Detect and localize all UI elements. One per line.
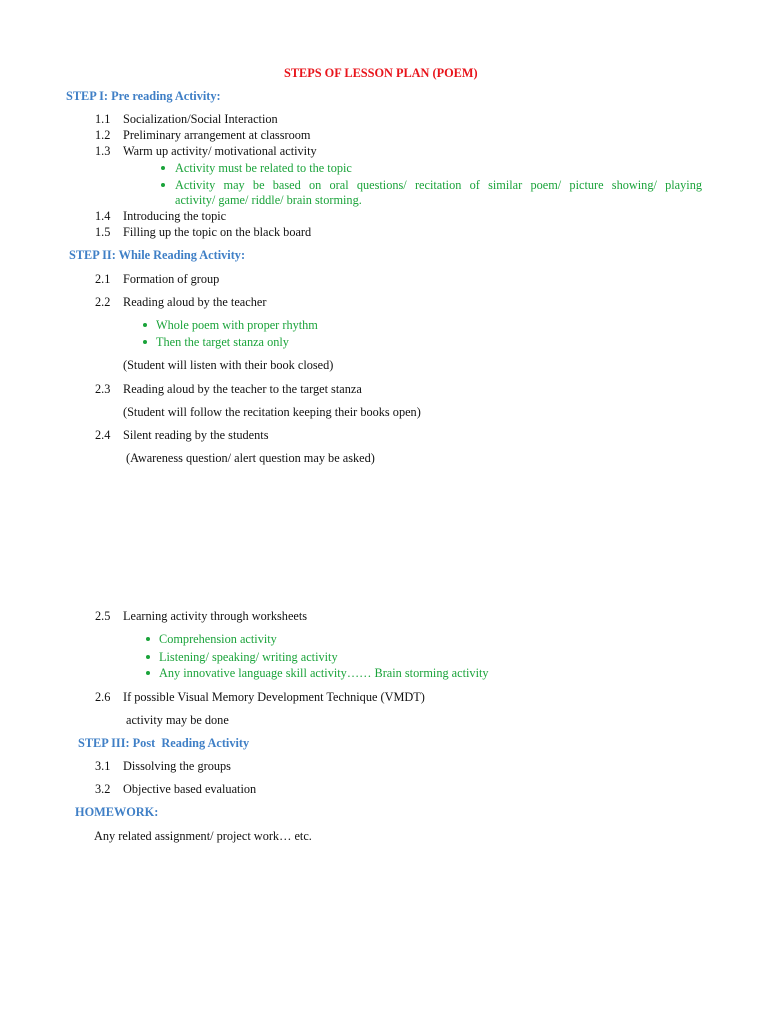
item-text: Dissolving the groups [123, 759, 231, 773]
item-text: Formation of group [123, 272, 220, 286]
note-text: (Awareness question/ alert question may be asked) [126, 451, 375, 465]
bullet-text: Activity may be based on oral questions/ recitation of similar poem/ picture showing/ playing [175, 178, 702, 192]
item-number: 2.5 [95, 609, 111, 623]
item-text: Warm up activity/ motivational activity [123, 144, 317, 158]
bullet-icon [146, 671, 150, 675]
item-text: If possible Visual Memory Development Technique (VMDT) [123, 690, 425, 704]
item-text: Objective based evaluation [123, 782, 257, 796]
step2-heading: STEP II: While Reading Activity: [69, 248, 246, 262]
bullet-text: Listening/ speaking/ writing activity [159, 650, 338, 664]
item-number: 1.3 [95, 144, 111, 158]
note-text: activity may be done [126, 713, 229, 727]
bullet-icon [143, 323, 147, 327]
bullet-text: Whole poem with proper rhythm [156, 318, 318, 332]
item-number: 2.1 [95, 272, 111, 286]
item-number: 1.2 [95, 128, 111, 142]
bullet-text: Then the target stanza only [156, 335, 289, 349]
bullet-icon [146, 655, 150, 659]
bullet-text: Any innovative language skill activity…… Brain storming activity [159, 666, 489, 680]
item-number: 2.2 [95, 295, 111, 309]
bullet-icon [161, 166, 165, 170]
item-text: Silent reading by the students [123, 428, 269, 442]
bullet-text: Activity must be related to the topic [175, 161, 352, 175]
bullet-text: Comprehension activity [159, 632, 277, 646]
homework-heading: HOMEWORK: [75, 805, 159, 819]
item-number: 2.6 [95, 690, 111, 704]
item-number: 3.2 [95, 782, 111, 796]
bullet-icon [143, 340, 147, 344]
item-text: Introducing the topic [123, 209, 227, 223]
bullet-icon [161, 183, 165, 187]
item-text: Preliminary arrangement at classroom [123, 128, 311, 142]
item-number: 2.4 [95, 428, 111, 442]
item-text: Socialization/Social Interaction [123, 112, 278, 126]
item-number: 1.5 [95, 225, 111, 239]
item-number: 1.4 [95, 209, 111, 223]
note-text: (Student will follow the recitation keeping their books open) [123, 405, 421, 419]
bullet-text-continued: activity/ game/ riddle/ brain storming. [175, 193, 362, 207]
bullet-icon [146, 637, 150, 641]
item-text: Reading aloud by the teacher [123, 295, 267, 309]
step1-heading: STEP I: Pre reading Activity: [66, 89, 221, 103]
item-text: Learning activity through worksheets [123, 609, 308, 623]
step3-heading: STEP III: Post Reading Activity [78, 736, 250, 750]
homework-text: Any related assignment/ project work… etc. [94, 829, 312, 843]
item-text: Filling up the topic on the black board [123, 225, 312, 239]
document-title: STEPS OF LESSON PLAN (POEM) [284, 66, 478, 80]
note-text: (Student will listen with their book closed) [123, 358, 334, 372]
item-number: 1.1 [95, 112, 111, 126]
item-text: Reading aloud by the teacher to the target stanza [123, 382, 362, 396]
item-number: 3.1 [95, 759, 111, 773]
item-number: 2.3 [95, 382, 111, 396]
